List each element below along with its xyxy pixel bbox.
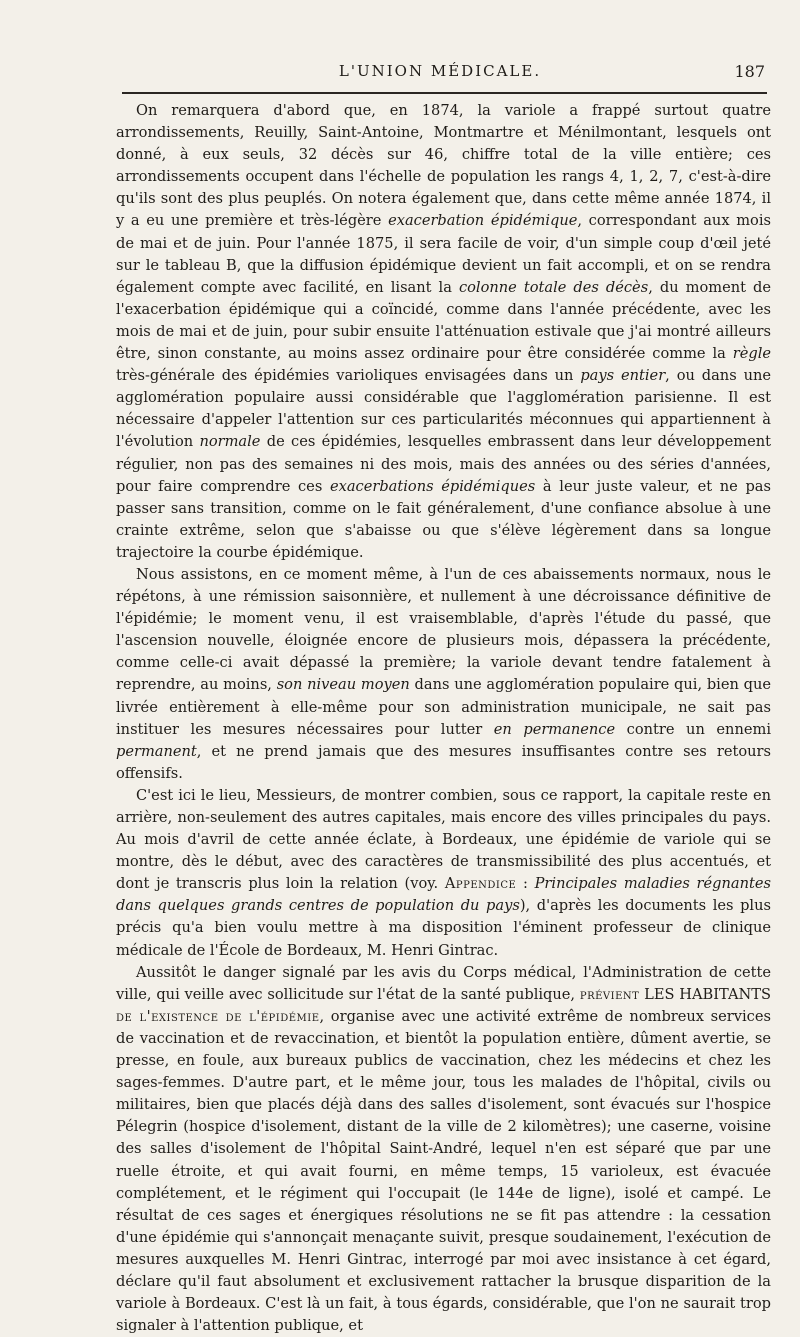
paragraph-3 <box>116 785 771 962</box>
text-run: à leur juste valeur, et ne pas passer sans transition, comme on le fait généralement, d'une confiance absolue à une crainte extrême, selon que s'abaisse ou que s'élève légèrement dans sa longue trajectoire la courbe épidémique. <box>116 477 771 561</box>
text-run: son niveau moyen <box>276 676 410 694</box>
text-run: exacerbations épidémiques <box>329 477 536 495</box>
text-run: contre un ennemi <box>615 720 771 738</box>
text-run: pays entier <box>580 367 666 385</box>
paragraph-4 <box>116 962 771 1337</box>
text-run: : <box>516 875 535 893</box>
text-run: , correspondant aux mois de mai et de juin. Pour l'année 1875, il sera facile de voir, d'un simple coup d'œil jeté sur le tableau B, que la diffusion épidémique devient un fait accompli, et on se rendra également compte avec facilité, en lisant la <box>116 212 771 296</box>
text-run: LES HABITANTS <box>639 985 772 1003</box>
text-run: exacerbation épidémique <box>388 212 578 230</box>
paragraph-1 <box>116 100 771 564</box>
page-number: 187 <box>734 62 765 81</box>
text-run: colonne totale des décès <box>458 278 649 296</box>
text-run: permanent <box>116 742 197 760</box>
page-header <box>115 62 765 86</box>
running-title: L'UNION MÉDICALE. <box>338 62 542 80</box>
text-run: , ou dans une agglomération populaire aussi considérable que l'agglomération parisienne. Il est nécessaire d'appeler l'attention sur ces particularités méconnues qui appartiennent à l'évolution <box>116 367 771 451</box>
body-text <box>116 100 771 1337</box>
text-run: règle <box>732 345 771 363</box>
text-run: en permanence <box>493 720 616 738</box>
text-run: On remarquera d'abord que, en 1874, la variole a frappé surtout quatre arrondissements, Reuilly, Saint-Antoine, Montmartre et Ménilmontant, lesquels ont donné, à eux seuls, 32 décès sur 46, chiffre total de la ville entière; ces arrondissements occupent dans l'échelle de population les rangs 4, 1, 2, 7, c'est-à-dire qu'ils sont des plus peuplés. On notera également que, dans cette même année 1874, il y a eu une première et très-légère <box>116 102 771 230</box>
text-run: ), d'après les documents les plus précis qu'a bien voulu mettre à ma disposition l'éminent professeur de clinique médicale de l'École de Bordeaux, M. Henri Gintrac. <box>116 897 771 959</box>
paragraph-2 <box>116 564 771 785</box>
text-run: prévient <box>579 985 640 1003</box>
text-run: de ces épidémies, lesquelles embrassent dans leur développement régulier, non pas des semaines ni des mois, mais des années ou des séries d'années, pour faire comprendre ces <box>116 433 771 495</box>
text-run: Nous assistons, en ce moment même, à l'un de ces abaissements normaux, nous le répétons, à une rémission saisonnière, et nullement à une décroissance définitive de l'épidémie; le moment venu, il est vraisemblable, d'après l'étude du passé, que l'ascension nouvelle, éloignée encore de plusieurs mois, dépassera la précédente, comme celle-ci avait dépassé la première; la variole devant tendre fatalement à reprendre, au moins, <box>116 565 771 694</box>
text-run: dans une agglomération populaire qui, bien que livrée entièrement à elle-même pour son administration municipale, ne sait pas instituer les mesures nécessaires pour lutter <box>116 676 771 738</box>
text-run: , organise avec une activité extrême de nombreux services de vaccination et de revaccination, et bientôt la population entière, dûment avertie, se presse, en foule, aux bureaux publics de vaccination, chez les médecins et chez les sages-femmes. D'autre part, et le même jour, tous les malades de l'hôpital, civils ou militaires, bien que placés déjà dans des salles d'isolement, sont évacués sur l'hospice Pélegrin (hospice d'isolement, distant de la ville de 2 kilomètres); une caserne, voisine des salles d'isolement de l'hôpital Saint-André, lequel n'en est séparé que par une ruelle étroite, et qui avait fourni, en même temps, 15 varioleux, est évacuée complétement, et le régiment qui l'occupait (le 144e de ligne), isolé et campé. Le résultat de ces sages et énergiques résolutions ne se fit pas attendre : la cessation d'une épidémie qui s'annonçait menaçante suivit, presque soudainement, l'exécution de mesures auxquelles M. Henri Gintrac, interrogé par moi avec insistance à cet égard, déclare qu'il faut absolument et exclusivement rattacher la brusque disparition de la variole à Bordeaux. C'est là un fait, à tous égards, considérable, que l'on ne saurait trop signaler à l'attention publique, et <box>116 1007 771 1335</box>
text-run: Principales maladies régnantes dans quelques grands centres de population du pays <box>116 875 771 915</box>
text-run: Aussitôt le danger signalé par les avis du Corps médical, l'Administration de cette ville, qui veille avec sollicitude sur l'état de la santé publique, <box>116 963 771 1003</box>
text-run: Appendice <box>444 875 517 893</box>
text-run: , et ne prend jamais que des mesures insuffisantes contre ses retours offensifs. <box>116 742 771 782</box>
text-run: très-générale des épidémies varioliques envisagées dans un <box>116 367 581 385</box>
text-run: normale <box>199 433 261 451</box>
header-rule <box>122 92 767 94</box>
text-run: de l'existence de l'épidémie <box>116 1007 320 1025</box>
text-run: C'est ici le lieu, Messieurs, de montrer combien, sous ce rapport, la capitale reste en arrière, non-seulement des autres capitales, mais encore des villes principales du pays. Au mois d'avril de cette année éclate, à Bordeaux, une épidémie de variole qui se montre, dès le début, avec des caractères de transmissibilité des plus accentués, et dont je transcris plus loin la relation (voy. <box>116 786 771 893</box>
text-run: , du moment de l'exacerbation épidémique qui a coïncidé, comme dans l'année précédente, avec les mois de mai et de juin, pour subir ensuite l'atténuation estivale que j'ai montré ailleurs être, sinon constante, au moins assez ordinaire pour être considérée comme la <box>116 278 772 363</box>
